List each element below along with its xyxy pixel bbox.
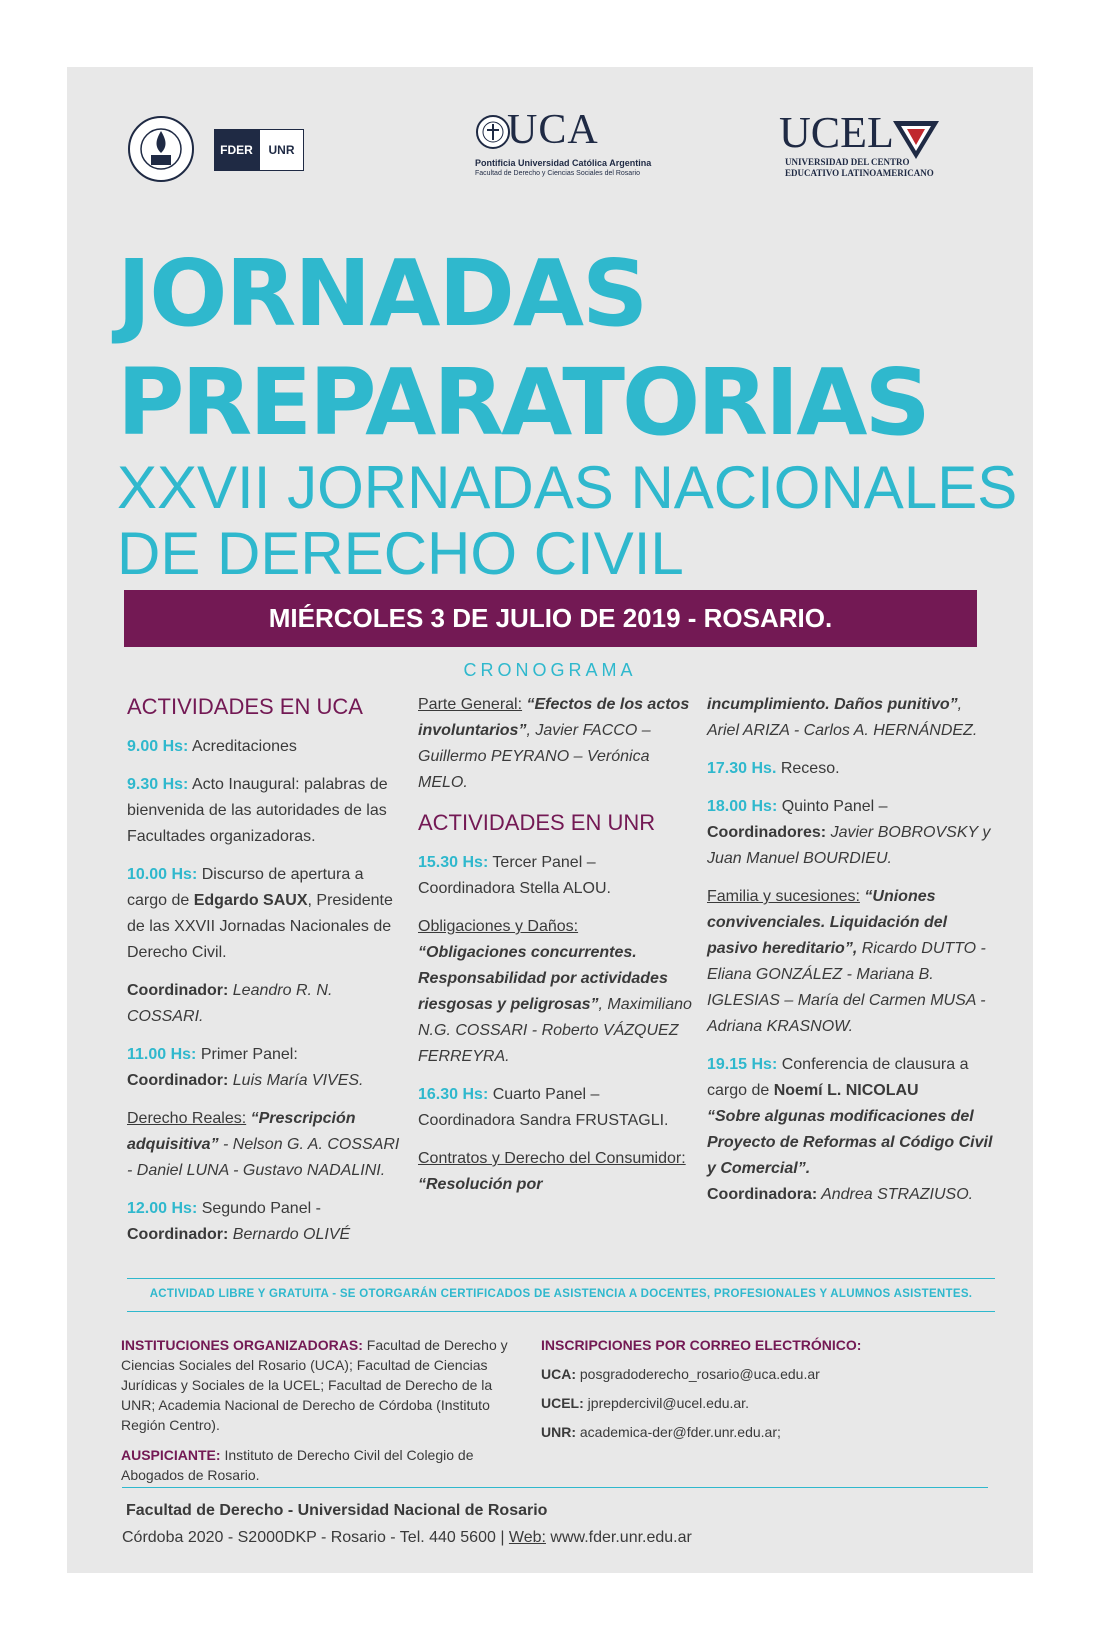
time: 15.30 Hs: xyxy=(418,854,489,871)
uca-wordmark: UCA xyxy=(507,107,599,153)
email-row xyxy=(541,1364,981,1384)
email-uca[interactable]: posgradoderecho_rosario@uca.edu.ar xyxy=(576,1366,820,1382)
time: 16.30 Hs: xyxy=(418,1086,489,1103)
coordinator-label: Coordinador: xyxy=(127,1226,229,1243)
ucel-triangle-icon xyxy=(891,117,941,161)
organizers-text: Facultad de Derecho y Ciencias Sociales del Rosario (UCA); Facultad de Ciencias Jurídicas y Sociales de la UCEL; Facultad de Derecho de la UNR; Academia Nacional de Derecho de Córdoba (Instituto Región Centro). xyxy=(121,1337,508,1433)
fder-unr-logo xyxy=(214,129,304,171)
text: , Presidente de las XXVII Jornadas Nacionales de Derecho Civil. xyxy=(127,892,393,961)
schedule-item xyxy=(418,850,693,902)
topic-label: Derecho Reales: xyxy=(127,1110,247,1127)
section-heading-unr: ACTIVIDADES EN UNR xyxy=(418,810,656,835)
topic-title: “Resolución por xyxy=(418,1176,543,1193)
poster xyxy=(67,67,1033,1573)
coordinator-name: Javier BOBROVSKY y Juan Manuel BOURDIEU. xyxy=(707,824,991,867)
schedule-item xyxy=(418,1082,693,1134)
uca-subtitle: Pontificia Universidad Católica Argentina xyxy=(475,158,652,168)
time: 19.15 Hs: xyxy=(707,1056,778,1073)
coordinator xyxy=(127,978,402,1030)
schedule-item xyxy=(707,1052,997,1208)
section-heading-uca: ACTIVIDADES EN UCA xyxy=(127,694,363,719)
text: Acto Inaugural: palabras de bienvenida de las autoridades de las Facultades organizadoras. xyxy=(127,776,388,845)
schedule-item xyxy=(127,1196,402,1248)
panel-topic xyxy=(707,884,997,1040)
email-unr[interactable]: academica-der@fder.unr.edu.ar; xyxy=(576,1424,781,1440)
schedule-item xyxy=(127,772,402,850)
footer-address: Córdoba 2020 - S2000DKP - Rosario - Tel. 440 5600 | xyxy=(122,1529,509,1546)
uca-logo xyxy=(475,107,652,184)
email-label: UNR: xyxy=(541,1424,576,1440)
schedule-column-3 xyxy=(707,692,997,1220)
footer-institution: Facultad de Derecho - Universidad Nacional de Rosario xyxy=(126,1502,548,1519)
conference-title: “Sobre algunas modificaciones del Proyecto de Reformas al Código Civil y Comercial”. xyxy=(707,1108,993,1177)
time: 9.30 Hs: xyxy=(127,776,189,793)
text: Cuarto Panel – Coordinadora Sandra FRUSTAGLI. xyxy=(418,1086,669,1129)
schedule-item xyxy=(127,862,402,966)
text: Discurso de apertura a cargo de xyxy=(127,866,364,909)
topic-label: Obligaciones y Daños: xyxy=(418,918,579,935)
fder-logo-text: FDER xyxy=(214,129,259,171)
schedule-item xyxy=(707,756,997,782)
text: Tercer Panel – Coordinadora Stella ALOU. xyxy=(418,854,611,897)
topic-names: - Nelson G. A. COSSARI - Daniel LUNA - Gustavo NADALINI. xyxy=(127,1136,400,1179)
schedule-item xyxy=(127,734,402,760)
cronograma-heading: CRONOGRAMA xyxy=(463,660,637,680)
panel-topic xyxy=(418,1146,693,1198)
registration-heading xyxy=(541,1335,981,1355)
topic-title: “Uniones convivenciales. Liquidación del pasivo hereditario”, xyxy=(707,888,948,957)
footer-contact xyxy=(122,1529,692,1547)
time: 11.00 Hs: xyxy=(127,1046,197,1063)
panel-topic xyxy=(127,1106,402,1184)
footer-divider xyxy=(122,1487,988,1488)
registration-block xyxy=(541,1335,981,1451)
coordinator-label: Coordinadores: xyxy=(707,824,827,841)
text: Receso. xyxy=(776,760,840,777)
text: Conferencia de clausura a cargo de xyxy=(707,1056,969,1099)
email-label: UCA: xyxy=(541,1366,576,1382)
footer-web-url[interactable]: www.fder.unr.edu.ar xyxy=(545,1529,692,1546)
topic-names: Ricardo DUTTO - Eliana GONZÁLEZ - Mariana B. IGLESIAS – María del Carmen MUSA - Adriana KRASNOW. xyxy=(707,940,986,1035)
topic-title: “Prescripción adquisitiva” xyxy=(127,1110,356,1153)
subtitle-line1: XXVII JORNADAS NACIONALES xyxy=(117,454,1018,521)
topic-label: Familia y sucesiones: xyxy=(707,888,860,905)
sponsor-label: AUSPICIANTE: xyxy=(121,1447,221,1463)
text: Acreditaciones xyxy=(188,738,297,755)
topic-names: , Ariel ARIZA - Carlos A. HERNÁNDEZ. xyxy=(707,696,978,739)
date-banner: MIÉRCOLES 3 DE JULIO DE 2019 - ROSARIO. xyxy=(124,590,977,647)
ucel-subtitle-line1: UNIVERSIDAD DEL CENTRO xyxy=(785,157,910,167)
divider-top xyxy=(127,1278,995,1279)
sponsor xyxy=(121,1445,521,1485)
schedule-item xyxy=(707,794,997,872)
time: 17.30 Hs. xyxy=(707,760,777,777)
panel-topic xyxy=(418,914,693,1070)
time: 10.00 Hs: xyxy=(127,866,198,883)
coordinator-name: Luis María VIVES. xyxy=(228,1072,364,1089)
schedule-column-1 xyxy=(127,692,402,1260)
topic-title: “Obligaciones concurrentes. Responsabilidad por actividades riesgosas y peligrosas” xyxy=(418,944,668,1013)
text: Primer Panel: xyxy=(196,1046,298,1063)
coordinator-label: Coordinador: xyxy=(127,982,229,999)
uca-seal-icon xyxy=(475,114,511,150)
organizers-label: INSTITUCIONES ORGANIZADORAS: xyxy=(121,1337,363,1353)
free-activity-notice: ACTIVIDAD LIBRE Y GRATUITA - SE OTORGARÁN CERTIFICADOS DE ASISTENCIA A DOCENTES, PROFESIONALES Y ALUMNOS ASISTENTES. xyxy=(149,1288,973,1300)
topic-names: , Javier FACCO – Guillermo PEYRANO – Verónica MELO. xyxy=(418,722,651,791)
coordinator-label: Coordinadora: xyxy=(707,1186,818,1203)
coordinator-name: Leandro R. N. COSSARI. xyxy=(127,982,333,1025)
topic-title: incumplimiento. Daños punitivo” xyxy=(707,696,958,713)
ucel-subtitle-line2: EDUCATIVO LATINOAMERICANO xyxy=(785,168,934,178)
title-jornadas: JORNADAS xyxy=(117,240,647,347)
title-preparatorias: PREPARATORIAS xyxy=(117,349,928,456)
topic-label: Contratos y Derecho del Consumidor: xyxy=(418,1150,686,1167)
panel-topic xyxy=(418,692,693,796)
email-row xyxy=(541,1422,981,1442)
coordinator-name: Andrea STRAZIUSO. xyxy=(817,1186,974,1203)
time: 12.00 Hs: xyxy=(127,1200,198,1217)
text: Quinto Panel – xyxy=(777,798,888,815)
email-ucel[interactable]: jprepdercivil@ucel.edu.ar. xyxy=(583,1395,749,1411)
speaker: Noemí L. NICOLAU xyxy=(773,1082,919,1099)
uca-faculty: Facultad de Derecho y Ciencias Sociales del Rosario xyxy=(475,170,640,177)
ucel-logo xyxy=(779,108,959,185)
organizers-block xyxy=(121,1335,521,1495)
unr-seal-logo xyxy=(127,115,195,183)
sponsor-text: Instituto de Derecho Civil del Colegio de Abogados de Rosario. xyxy=(121,1447,474,1483)
coordinator-label: Coordinador: xyxy=(127,1072,229,1089)
coordinator-name: Bernardo OLIVÉ xyxy=(228,1226,351,1243)
email-label: UCEL: xyxy=(541,1395,584,1411)
topic-label: Parte General: xyxy=(418,696,523,713)
ucel-wordmark: UCEL xyxy=(779,108,894,157)
unr-logo-text: UNR xyxy=(259,129,304,171)
time: 18.00 Hs: xyxy=(707,798,778,815)
divider-bottom xyxy=(127,1311,995,1312)
text: Segundo Panel - xyxy=(197,1200,321,1217)
speaker: Edgardo SAUX xyxy=(193,892,308,909)
email-row xyxy=(541,1393,981,1413)
topic-names: , Maximiliano N.G. COSSARI - Roberto VÁZQUEZ FERREYRA. xyxy=(418,996,692,1065)
panel-topic-continued xyxy=(707,692,997,744)
organizers xyxy=(121,1335,521,1435)
registration-label: INSCRIPCIONES POR CORREO ELECTRÓNICO: xyxy=(541,1337,862,1353)
schedule-column-2 xyxy=(418,692,693,1210)
time: 9.00 Hs: xyxy=(127,738,189,755)
topic-title: “Efectos de los actos involuntarios” xyxy=(418,696,690,739)
subtitle-line2: DE DERECHO CIVIL xyxy=(117,520,684,587)
footer-web-label: Web: xyxy=(508,1529,546,1546)
schedule-item xyxy=(127,1042,402,1094)
